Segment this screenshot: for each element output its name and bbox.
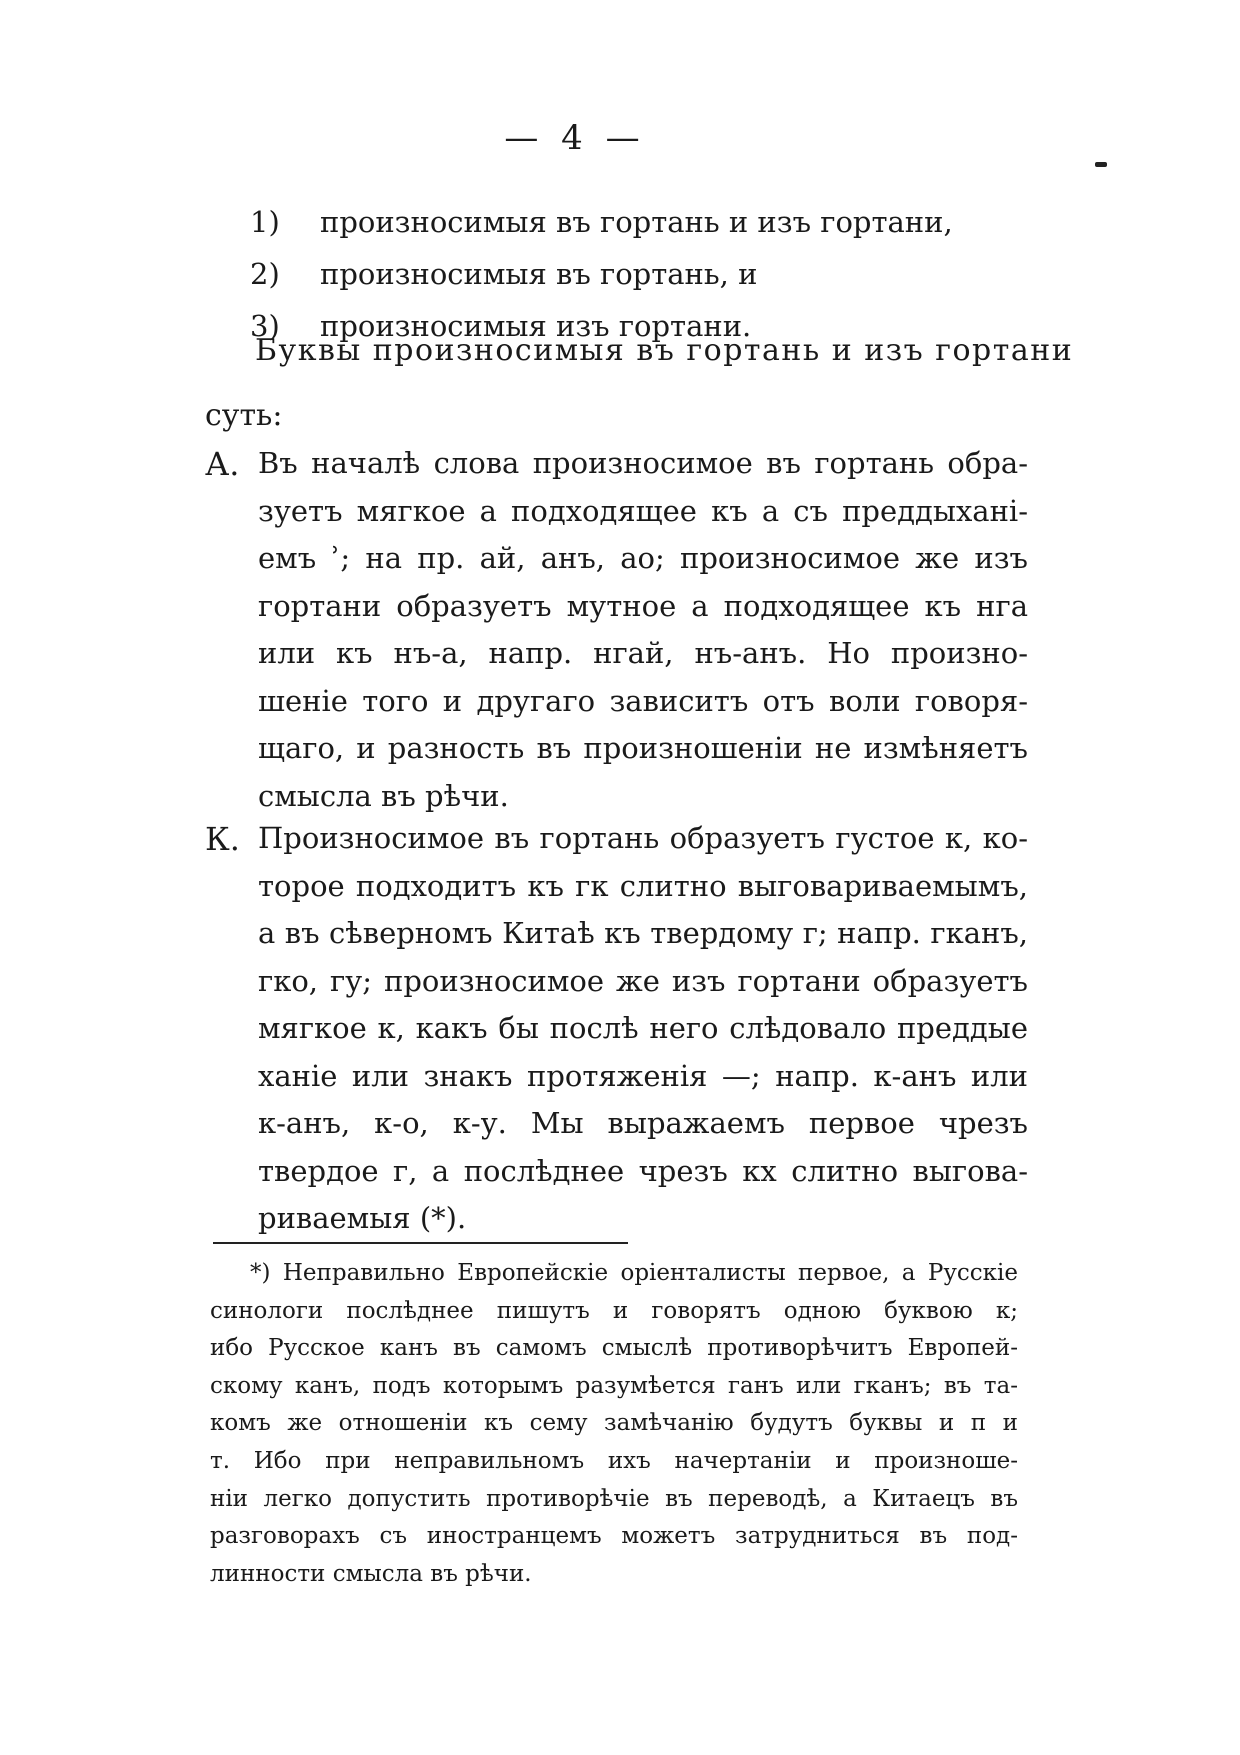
list-item-number: 3)	[250, 309, 280, 343]
entry-letter: К.	[205, 820, 240, 858]
intro-paragraph-line-1: Буквы произносимыя въ гортань и изъ гортани	[255, 333, 1074, 368]
text-line: шенiе того и другаго зависитъ отъ воли говоря-	[258, 683, 1028, 718]
text-line: ханiе или знакъ протяженiя —; напр. к-анъ или	[258, 1058, 1028, 1093]
footnote-line: комъ же отношенiи къ сему замѣчанiю будутъ буквы и п и	[210, 1410, 1018, 1437]
edge-mark	[1095, 162, 1107, 167]
list-item-number: 2)	[250, 257, 280, 291]
text-line: гортани образуетъ мутное а подходящее къ нга	[258, 588, 1028, 623]
list-item-text: произносимыя въ гортань, и	[320, 257, 758, 291]
footnote-line: ибо Русское канъ въ самомъ смыслѣ противорѣчитъ Европей-	[210, 1335, 1018, 1362]
footnote-line: разговорахъ съ иностранцемъ можетъ затрудниться въ под-	[210, 1523, 1018, 1550]
list-item-text: произносимыя въ гортань и изъ гортани,	[320, 205, 953, 239]
text-line: мягкое к, какъ бы послѣ него слѣдовало преддые	[258, 1011, 1028, 1045]
footnote-line: скому канъ, подъ которымъ разумѣется ганъ или гканъ; въ та-	[210, 1372, 1018, 1399]
footnote-line: нiи легко допустить противорѣчiе въ переводѣ, а Китаецъ въ	[210, 1485, 1018, 1512]
text-line: щаго, и разность въ произношенiи не измѣняетъ	[258, 731, 1028, 765]
text-line: гко, гу; произносимое же изъ гортани образуетъ	[258, 963, 1028, 998]
text-line: зуетъ мягкое а подходящее къ а съ преддыханi-	[258, 493, 1028, 528]
text-line: твердое г, а послѣднее чрезъ кх слитно выгова-	[258, 1153, 1028, 1188]
text-line: Въ началѣ слова произносимое въ гортань обра-	[258, 446, 1028, 480]
category-list	[250, 196, 1030, 352]
list-item-number: 1)	[250, 205, 280, 239]
list-item-text: произносимыя изъ гортани.	[320, 309, 752, 343]
text-line: смысла въ рѣчи.	[258, 778, 509, 813]
text-line: торое подходитъ къ гк слитно выговариваемымъ,	[258, 868, 1028, 903]
text-line: к-анъ, к-о, к-у. Мы выражаемъ первое чрезъ	[258, 1106, 1028, 1140]
entry-letter: А.	[205, 445, 240, 483]
footnote-divider	[213, 1242, 628, 1244]
text-line: или къ нъ-а, напр. нгай, нъ-анъ. Но произно-	[258, 636, 1028, 670]
text-line: а въ сѣверномъ Китаѣ къ твердому г; напр. гканъ,	[258, 916, 1028, 950]
list-item	[250, 196, 1030, 248]
entry-text	[258, 815, 1028, 1243]
entry-text	[258, 440, 1028, 820]
text-line: Произносимое въ гортань образуетъ густое к, ко-	[258, 821, 1028, 855]
footnote-line: *) Неправильно Европейскiе орiенталисты первое, а Русскiе	[250, 1260, 1018, 1286]
list-item	[250, 248, 1030, 300]
intro-paragraph-line-2: суть:	[205, 398, 283, 433]
footnote	[210, 1255, 1018, 1593]
page-number: — 4 —	[504, 118, 646, 158]
footnote-line: линности смысла въ рѣчи.	[210, 1560, 532, 1587]
text-line: емъ ʾ; на пр. ай, анъ, ао; произносимое же изъ	[258, 541, 1028, 575]
footnote-line: т. Ибо при неправильномъ ихъ начертанiи и произноше-	[210, 1447, 1018, 1474]
text-line: риваемыя (*).	[258, 1201, 467, 1235]
footnote-line: синологи послѣднее пишутъ и говорятъ одною буквою к;	[210, 1297, 1018, 1324]
